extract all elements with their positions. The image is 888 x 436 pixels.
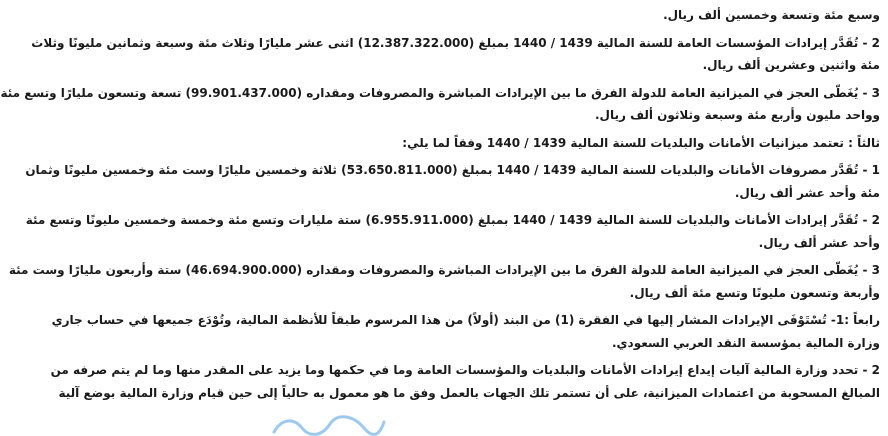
paragraph xyxy=(148,132,880,155)
text-line: 3 - يُغَطّى العجز في الميزانية العامة للدولة الفرق ما بين الإيرادات المباشرة والمصروفات ومقداره (99.901.437.000) تسعة وتسعون مليارًا وتسع مئة xyxy=(0,85,880,100)
text-line: 2 - تحدد وزارة المالية آليات إيداع إيرادات الأمانات والبلديات والمؤسسات العامة وما في حكمها وما يزيد على المقدر منها وما لم يتم صرفه من xyxy=(50,363,880,377)
text-line: 1 - تُقَدَّر مصروفات الأمانات والبلديات للسنة المالية 1439 / 1440 بمبلغ (53.650.811.000) ثلاثة وخمسين مليارًا وست مئة وخمسين مليونًا وثمان xyxy=(25,163,880,177)
text-line: 3 - يُغَطّى العجز في الميزانية العامة للدولة الفرق ما بين الإيرادات المباشرة والمصروفات ومقداره (46.694.900.000) ستة وأربعون مليارًا وست مئة xyxy=(8,263,880,277)
paragraph xyxy=(25,209,880,254)
text-line: ثالثاً : تعتمد ميزانيات الأمانات والبلديات للسنة المالية 1439 / 1440 وفقاً لما يلي: xyxy=(402,135,880,150)
paragraph xyxy=(50,359,880,404)
text-line: وأحد عشر ألف ريال. xyxy=(758,235,880,250)
text-line: وأربعة وتسعون مليونًا وتسع مئة ألف ريال. xyxy=(629,285,880,300)
text-line: 2 - تُقَدَّر إيرادات الأمانات والبلديات للسنة المالية 1439 / 1440 بمبلغ (6.955.911.000) ستة مليارات وتسع مئة وخمسة وخمسين مليونًا وتسع مئة xyxy=(25,213,880,227)
text-line: 2 - تُقَدَّر إيرادات المؤسسات العامة للسنة المالية 1439 / 1440 بمبلغ (12.387.322.000) اثنى عشر مليارًا وثلاث مئة وسبعة وثمانين مليونًا وثلاث xyxy=(31,35,880,50)
text-line: وزارة المالية بمؤسسة النقد العربي السعودي. xyxy=(611,335,880,350)
text-line: مئة وأحد عشر ألف ريال. xyxy=(734,185,880,200)
text-line: رابعاً :1- تُسْتَوْفَى الإيرادات المشار إليها في الفقرة (1) من البند (أولاً) من هذا المرسوم طبقاً للأنظمة المالية، وتُوْدَع جميعها في حساب جاري xyxy=(51,313,880,327)
watermark-logo xyxy=(268,414,388,436)
text-line: المبالغ المسحوبة من اعتمادات الميزانية، على أن تستمر تلك الجهات بالعمل وفق ما هو معمول به حالياً إلى حين قيام وزارة المالية بوضع آلية xyxy=(58,385,880,400)
paragraph xyxy=(25,159,880,204)
paragraph xyxy=(0,82,880,127)
document-body xyxy=(0,4,880,404)
paragraph xyxy=(8,259,880,304)
text-line: وسبع مئة وتسعة وخمسين ألف ريال. xyxy=(663,8,880,22)
text-line: وواحد مليون وأربع مئة وسبعة وثلاثون ألف ريال. xyxy=(595,108,880,122)
paragraph xyxy=(51,309,880,354)
text-line: مئة واثنين وعشرين ألف ريال. xyxy=(702,58,880,72)
paragraph xyxy=(148,4,880,27)
paragraph xyxy=(31,32,880,77)
